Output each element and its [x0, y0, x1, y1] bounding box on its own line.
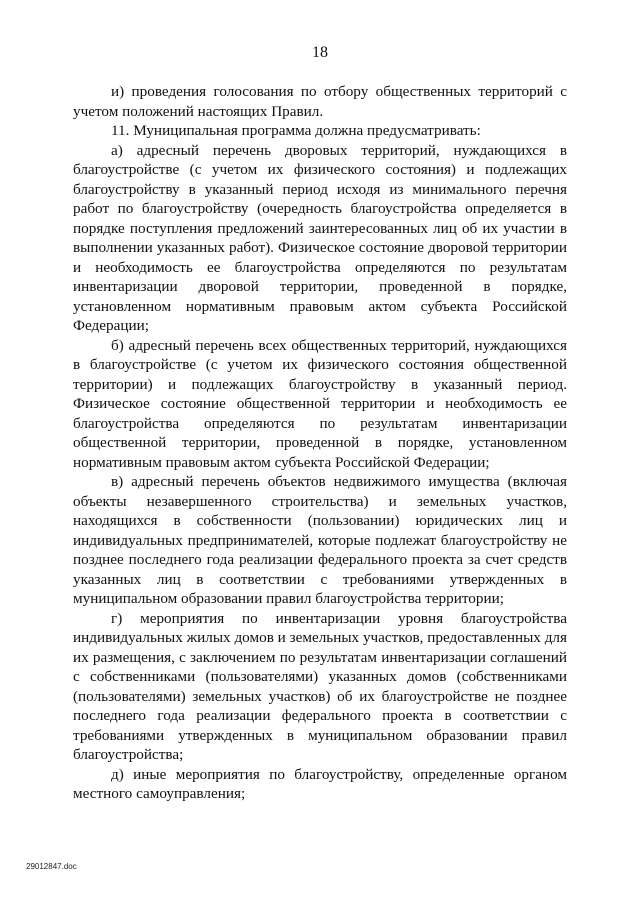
- paragraph-i: и) проведения голосования по отбору общественных территорий с учетом положений настоящих Правил.: [73, 83, 567, 120]
- paragraph-11: 11. Муниципальная программа должна предусматривать:: [111, 122, 481, 139]
- paragraph-v: в) адресный перечень объектов недвижимого имущества (включая объекты незавершенного строительства) и земельных участков, находящихся в собственности (пользовании) юридических лиц и индивидуальных предпринимателей, которые подлежат благоустройству не позднее последнего года реализации федерального проекта за счет средств указанных лиц в соответствии с требованиями утвержденных в муниципальном образовании правил благоустройства территории;: [73, 473, 567, 607]
- paragraph-a: а) адресный перечень дворовых территорий, нуждающихся в благоустройстве (с учетом их физического состояния) и подлежащих благоустройству в указанный период исходя из минимального перечня работ по благоустройству (очередность благоустройства определяется в порядке поступления предложений заинтересованных лиц об их участии в выполнении указанных работ). Физическое состояние дворовой территории и необходимость ее благоустройства определяются по результатам инвентаризации дворовой территории, проведенной в порядке, установленном нормативным правовым актом субъекта Российской Федерации;: [73, 141, 567, 334]
- document-body: [73, 82, 567, 804]
- paragraph-g: г) мероприятия по инвентаризации уровня благоустройства индивидуальных жилых домов и земельных участков, предоставленных для их размещения, с заключением по результатам инвентаризации соглашений с собственниками (пользователями) указанных домов (собственниками (пользователями) земельных участков) об их благоустройстве не позднее последнего года реализации федерального проекта в соответствии с требованиями утвержденных в муниципальном образовании правил благоустройства;: [73, 609, 567, 763]
- document-filename: 29012847.doc: [26, 862, 77, 871]
- page-number: 18: [312, 44, 328, 61]
- paragraph-b: б) адресный перечень всех общественных территорий, нуждающихся в благоустройстве (с учетом их физического состояния общественной территории) и подлежащих благоустройству в указанный период. Физическое состояние общественной территории и необходимость ее благоустройства определяются по результатам инвентаризации общественной территории, проведенной в порядке, установленном нормативным правовым актом субъекта Российской Федерации;: [73, 336, 567, 471]
- paragraph-d: д) иные мероприятия по благоустройству, определенные органом местного самоуправления;: [73, 765, 567, 802]
